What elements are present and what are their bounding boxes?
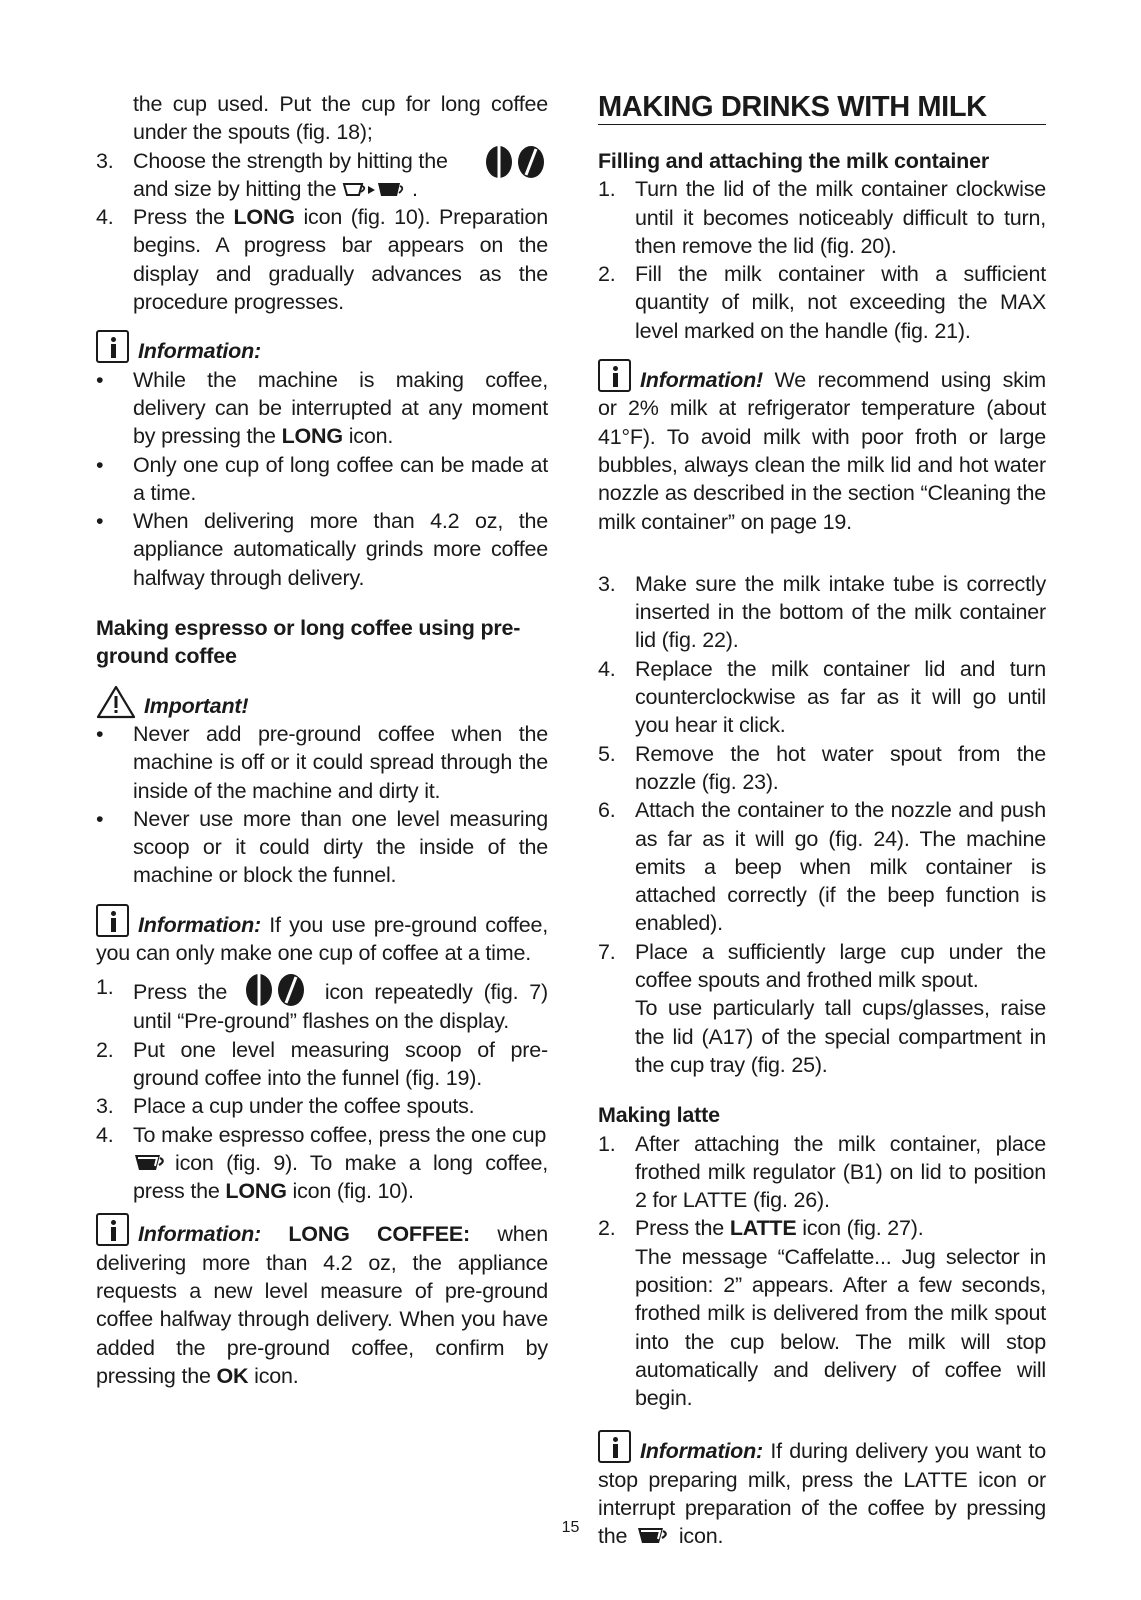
step-2: 2. Fill the milk container with a sufficient quantity of milk, not exceeding the MAX level marked on the handle (fig. 21). bbox=[598, 262, 1046, 343]
bullet: • bbox=[96, 806, 104, 831]
info-icon bbox=[598, 1430, 631, 1463]
info-icon bbox=[96, 330, 129, 363]
section-subtitle: Making latte bbox=[598, 1103, 720, 1128]
step-7-continuation: To use particularly tall cups/glasses, raise the lid (A17) of the special compartment in the cup tray (fig. 25). bbox=[635, 996, 1046, 1077]
information-paragraph: Information: LONG COFFEE: when delivering more than 4.2 oz, the appliance requests a new level measure of pre-ground coffee halfway through delivery. When you have added the pre-ground coffee, confirm by pressing the OK icon. bbox=[96, 1213, 548, 1390]
bullet-item: • When delivering more than 4.2 oz, the appliance automatically grinds more coffee halfway through delivery. bbox=[96, 509, 548, 590]
step-text: Choose the strength by hitting the bbox=[133, 148, 448, 173]
step-number: 2. bbox=[96, 1037, 114, 1062]
step-6: 6. Attach the container to the nozzle and push as far as it will go (fig. 24). The machine emits a beep when milk container is attached correctly (if the beep function is enabled). bbox=[598, 798, 1046, 936]
information-paragraph: Information: If you use pre-ground coffee, you can only make one cup of coffee at a time. bbox=[96, 904, 548, 968]
step-number: 3. bbox=[96, 1094, 114, 1119]
step-1: 1. After attaching the milk container, place frothed milk regulator (B1) on lid to position 2 for LATTE (fig. 26). bbox=[598, 1131, 1046, 1213]
step-number: 2. bbox=[598, 1216, 616, 1241]
section-title: MAKING DRINKS WITH MILK bbox=[598, 90, 1046, 125]
step-number: 3. bbox=[598, 571, 616, 596]
step-7: 7. Place a sufficiently large cup under the coffee spouts and frothed milk spout. bbox=[598, 939, 1046, 993]
bullet-item: • Only one cup of long coffee can be made at a time. bbox=[96, 452, 548, 505]
section-subtitle: Filling and attaching the milk container bbox=[598, 149, 989, 173]
bullet: • bbox=[96, 509, 104, 534]
step-1: 1. Press the icon repeatedly (fig. 7) until “Pre-ground” flashes on the display. bbox=[96, 975, 548, 1034]
step-3: 3. Place a cup under the coffee spouts. bbox=[96, 1092, 548, 1120]
step-number: 5. bbox=[598, 741, 616, 766]
information-paragraph: Information: If during delivery you want to stop preparing milk, press the LATTE icon or interrupt preparation of the coffee by pressing the icon. bbox=[598, 1430, 1046, 1550]
step-number: 1. bbox=[598, 1131, 616, 1156]
bullet: • bbox=[96, 367, 104, 392]
step-3: 3. Choose the strength by hitting the and size by hitting the . bbox=[96, 147, 548, 204]
step-number: 4. bbox=[96, 1122, 114, 1147]
information-heading: Information: bbox=[96, 330, 548, 365]
step-5: 5. Remove the hot water spout from the nozzle (fig. 23). bbox=[598, 741, 1046, 794]
warning-triangle-icon bbox=[96, 685, 136, 719]
step-number: 4. bbox=[96, 205, 114, 230]
step-4: 4. Replace the milk container lid and turn counterclockwise as far as it will go until you hear it click. bbox=[598, 656, 1046, 738]
bullet: • bbox=[96, 452, 104, 477]
info-icon bbox=[96, 904, 129, 937]
long-label: LONG bbox=[233, 205, 295, 230]
cup-size-icon bbox=[342, 180, 406, 200]
bullet-item: • Never use more than one level measuring scoop or it could dirty the inside of the machine or block the funnel. bbox=[96, 806, 548, 888]
info-icon bbox=[96, 1213, 129, 1246]
right-column bbox=[598, 90, 1046, 1551]
step-3: 3. Make sure the milk intake tube is correctly inserted in the bottom of the milk container lid (fig. 22). bbox=[598, 571, 1046, 653]
coffee-bean-strength-icon bbox=[244, 973, 308, 1007]
step-number: 2. bbox=[598, 262, 616, 287]
bullet-item: • While the machine is making coffee, delivery can be interrupted at any moment by pressing the LONG icon. bbox=[96, 367, 548, 449]
bullet-item: • Never add pre-ground coffee when the machine is off or it could spread through the inside of the machine and dirty it. bbox=[96, 721, 548, 803]
coffee-bean-strength-icon bbox=[484, 145, 548, 179]
step-2-continuation: the cup used. Put the cup for long coffee under the spouts (fig. 18); bbox=[133, 92, 548, 145]
step-text-size: and size by hitting the bbox=[133, 176, 337, 201]
step-number: 1. bbox=[598, 177, 616, 202]
info-icon bbox=[598, 359, 631, 392]
section-subtitle: Making espresso or long coffee using pre-ground coffee bbox=[96, 616, 521, 669]
page-number: 15 bbox=[561, 1519, 580, 1536]
information-paragraph: Information! We recommend using skim or 2% milk at refrigerator temperature (about 41°F). To avoid milk with poor froth or large bubbles, always clean the milk lid and hot water nozzle as described in the section “Cleaning the milk container” on page 19. bbox=[598, 359, 1046, 536]
step-1: 1. Turn the lid of the milk container clockwise until it becomes noticeably difficult to turn, then remove the lid (fig. 20). bbox=[598, 177, 1046, 258]
important-heading: Important! bbox=[96, 685, 548, 720]
step-number: 4. bbox=[598, 656, 616, 681]
step-number: 1. bbox=[96, 975, 114, 1000]
step-number: 6. bbox=[598, 798, 616, 823]
step-2-continuation: The message “Caffelatte... Jug selector in position: 2” appears. After a few seconds, frothed milk is delivered from the milk spout into the cup below. The milk will stop automatically and delivery of coffee will begin. bbox=[635, 1244, 1046, 1411]
step-4: 4. To make espresso coffee, press the one cup icon (fig. 9). To make a long coffee, press the LONG icon (fig. 10). bbox=[96, 1122, 548, 1204]
step-number: 7. bbox=[598, 939, 616, 964]
step-2: 2. Put one level measuring scoop of pre-ground coffee into the funnel (fig. 19). bbox=[96, 1037, 548, 1090]
one-cup-icon bbox=[133, 1152, 167, 1174]
step-number: 3. bbox=[96, 148, 114, 173]
left-column bbox=[96, 90, 548, 1390]
bullet: • bbox=[96, 721, 104, 746]
step-4: 4. Press the LONG icon (fig. 10). Preparation begins. A progress bar appears on the display and gradually advances as the procedure progresses. bbox=[96, 205, 548, 315]
step-2: 2. Press the LATTE icon (fig. 27). bbox=[598, 1214, 1046, 1242]
